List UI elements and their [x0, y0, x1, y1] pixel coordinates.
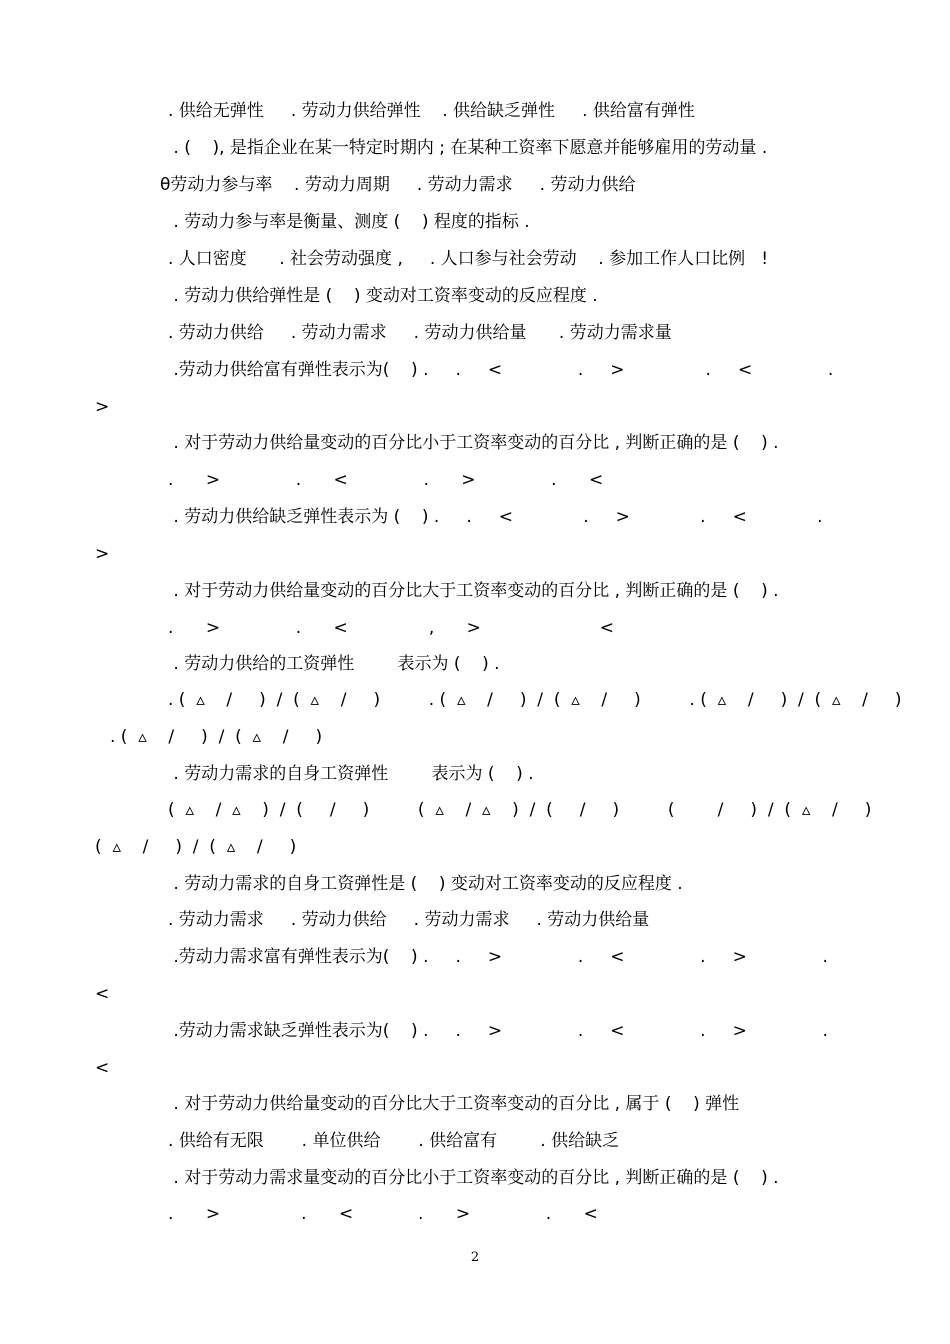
option-line-1: . 供给无弹性 . 劳动力供给弹性 . 供给缺乏弹性 . 供给富有弹性 [168, 101, 695, 121]
question-line-12: .劳动力需求缺乏弹性表示为( ) . . > . < . > . [168, 1021, 828, 1041]
option-line-8: . 供给有无限 . 单位供给 . 供给富有 . 供给缺乏 [168, 1131, 620, 1151]
question-line-1: . ( ), 是指企业在某一特定时期内 ; 在某种工资率下愿意并能够雇用的劳动量 . [168, 138, 768, 158]
option-continuation-4: < [95, 1058, 110, 1078]
option-continuation-2: > [95, 544, 110, 564]
option-line-6: . > . < , > < [168, 618, 615, 638]
question-line-7: . 对于劳动力供给量变动的百分比大于工资率变动的百分比 , 判断正确的是 ( ) . [168, 581, 779, 601]
question-line-6: . 劳动力供给缺乏弹性表示为 ( ) . . < . > . < . [168, 507, 823, 527]
question-line-2: . 劳动力参与率是衡量、测度 ( ) 程度的指标 . [168, 212, 530, 232]
question-line-4: .劳动力供给富有弹性表示为( ) . . < . > . < . [168, 360, 834, 380]
option-line-3: . 人口密度 . 社会劳动强度 , . 人口参与社会劳动 . 参加工作人口比例 ! [168, 249, 769, 269]
option-continuation-1: > [95, 397, 110, 417]
question-line-10: . 劳动力需求的自身工资弹性是 ( ) 变动对工资率变动的反应程度 . [168, 874, 683, 894]
formula-line-2: . ( ▵ / ) / ( ▵ / ) [110, 727, 323, 747]
option-line-5: . > . < . > . < [168, 470, 604, 490]
option-continuation-3: < [95, 984, 110, 1004]
option-line-4: . 劳动力供给 . 劳动力需求 . 劳动力供给量 . 劳动力需求量 [168, 323, 672, 343]
question-line-14: . 对于劳动力需求量变动的百分比小于工资率变动的百分比 , 判断正确的是 ( ) . [168, 1168, 779, 1188]
question-line-5: . 对于劳动力供给量变动的百分比小于工资率变动的百分比 , 判断正确的是 ( ) . [168, 433, 779, 453]
option-line-2: θ劳动力参与率 . 劳动力周期 . 劳动力需求 . 劳动力供给 [160, 175, 636, 195]
formula-line-3: ( ▵ / ▵ ) / ( / ) ( ▵ / ▵ ) / ( / ) ( / ) / ( ▵ / ) [168, 800, 872, 820]
option-line-7: . 劳动力需求 . 劳动力供给 . 劳动力需求 . 劳动力供给量 [168, 910, 650, 930]
question-line-11: .劳动力需求富有弹性表示为( ) . . > . < . > . [168, 947, 828, 967]
option-line-9: . > . < . > . < [168, 1204, 598, 1224]
page-number: 2 [470, 1250, 480, 1265]
question-line-8: . 劳动力供给的工资弹性 表示为 ( ) . [168, 654, 500, 674]
formula-line-4: ( ▵ / ) / ( ▵ / ) [95, 837, 297, 857]
question-line-9: . 劳动力需求的自身工资弹性 表示为 ( ) . [168, 764, 534, 784]
question-line-3: . 劳动力供给弹性是 ( ) 变动对工资率变动的反应程度 . [168, 286, 598, 306]
question-line-13: . 对于劳动力供给量变动的百分比大于工资率变动的百分比 , 属于 ( ) 弹性 [168, 1094, 740, 1114]
formula-line-1: . ( ▵ / ) / ( ▵ / ) . ( ▵ / ) / ( ▵ / ) . ( ▵ / ) / ( ▵ / ) [168, 690, 902, 710]
